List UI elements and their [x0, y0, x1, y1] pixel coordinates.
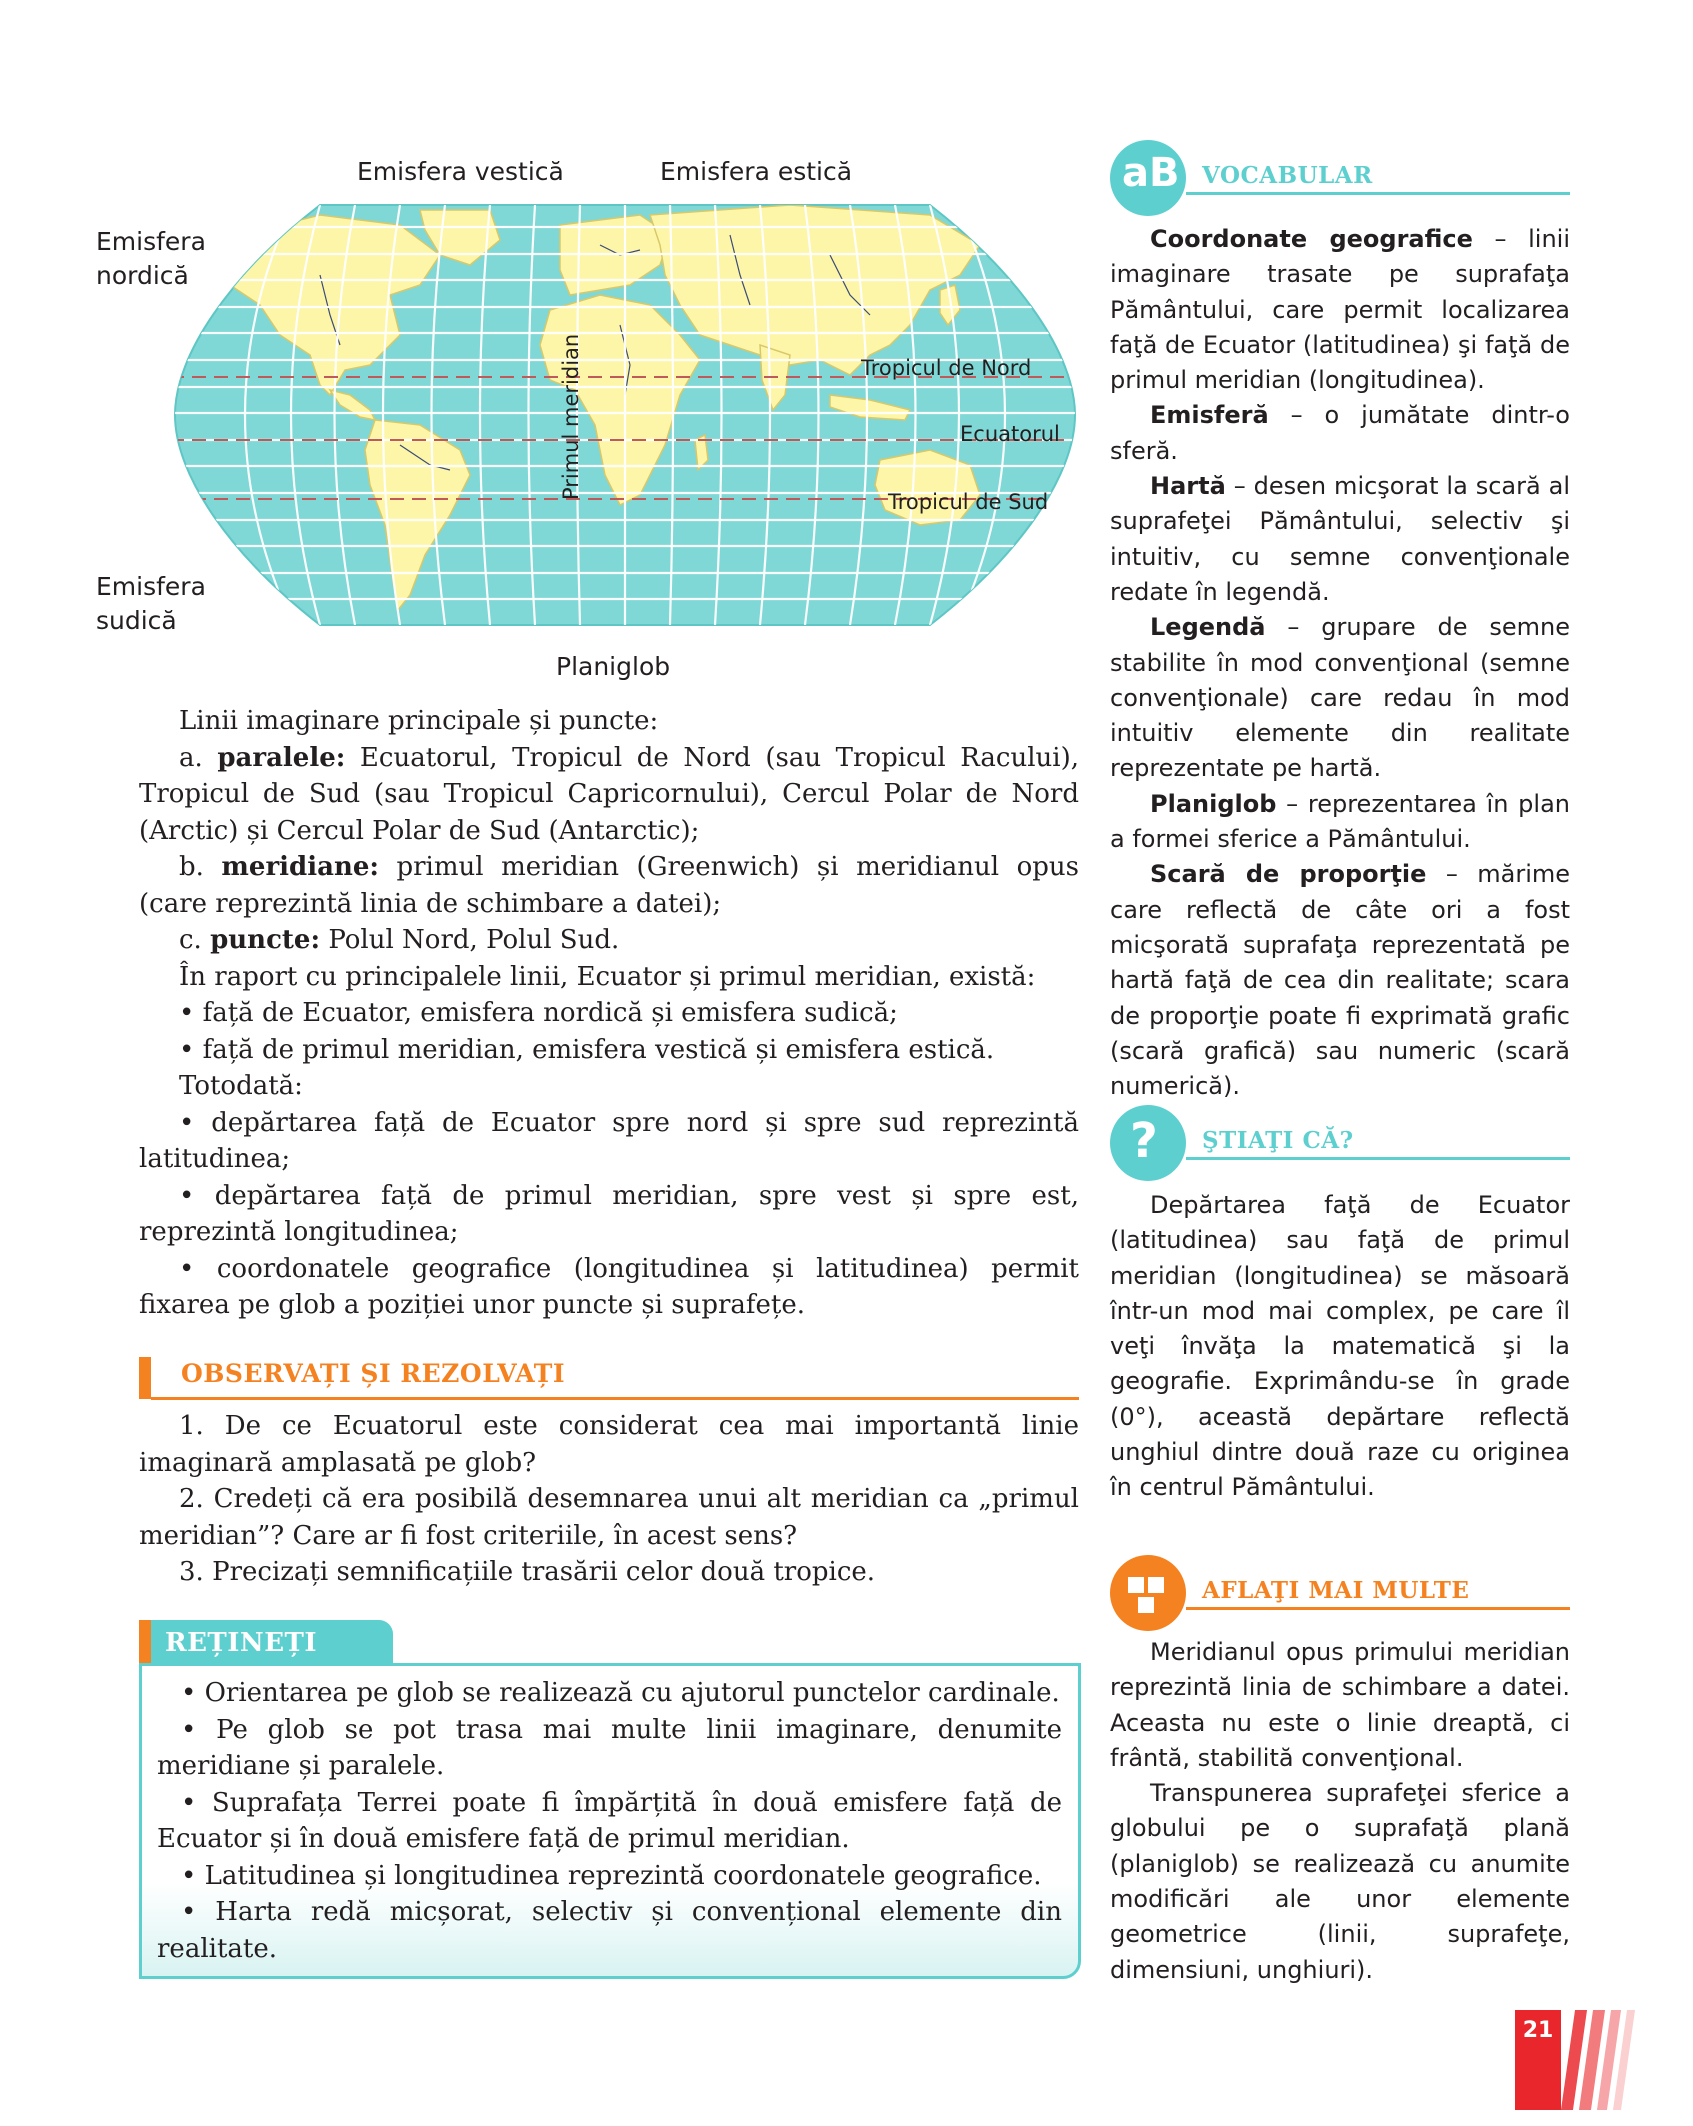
aflati-paragraph-2: Transpunerea suprafeţei sferice a globului pe o suprafaţă plană (planiglob) se realizează cu anumite modificări ale unor elemente geometrice (linii, suprafeţe, dimensiuni, unghiuri). — [1110, 1779, 1570, 1984]
vocab-term: Legendă — [1150, 613, 1266, 642]
vocab-entry — [1110, 398, 1570, 469]
vocab-def: – o jumătate dintr-o sferă. — [1110, 401, 1570, 465]
vocab-entry — [1110, 469, 1570, 610]
observati-title: OBSERVAȚI ȘI REZOLVAȚI — [181, 1359, 566, 1388]
item-b — [139, 849, 1079, 922]
item-b-text: primul meridian (Greenwich) și meridianul opus (care reprezintă linia de schimbare a datei); — [139, 852, 1079, 919]
vocabular-title: VOCABULAR — [1202, 162, 1373, 189]
retineti-text — [157, 1675, 1062, 1967]
intro-text: Linii imaginare principale și puncte: — [179, 706, 659, 736]
vocab-def: – mărime care reflectă de câte ori a fost micşorată suprafaţa reprezentată pe hartă faţă de cea din realitate; scara de proporţie poate fi exprimată grafic (scară grafică) sau numeric (scară numerică). — [1110, 860, 1570, 1101]
retineti-tab — [139, 1620, 393, 1665]
label-north-line2: nordică — [96, 261, 189, 290]
raport-text: În raport cu principalele linii, Ecuator și primul meridian, există: — [179, 961, 1036, 992]
item-b-prefix: b. — [179, 852, 222, 882]
vocab-term: Scară de proporţie — [1150, 860, 1427, 889]
vocab-term: Coordonate geografice — [1150, 225, 1473, 253]
retineti-item: • Pe glob se pot trasa mai multe linii imaginare, denumite meridiane și paralele. — [157, 1714, 1062, 1781]
question-1: 1. De ce Ecuatorul este considerat cea mai importantă linie imaginară amplasată pe glob? — [139, 1411, 1079, 1478]
totodata-text: Totodată: — [179, 1071, 303, 1101]
aflati-underline — [1186, 1607, 1570, 1610]
observati-bar — [139, 1357, 151, 1399]
vocab-def: – desen micşorat la scară al suprafeţei Pământului, selectiv şi intuitiv, cu semne convenţionale redate în legendă. — [1110, 472, 1570, 606]
bullet-2: • față de primul meridian, emisfera vestică și emisfera estică. — [179, 1034, 995, 1065]
question-icon-text: ? — [1130, 1113, 1158, 1169]
aflati-paragraph-1: Meridianul opus primului meridian reprezintă linia de schimbare a datei. Aceasta nu este o linie dreaptă, ci frântă, stabilită convenţional. — [1110, 1638, 1570, 1772]
vocab-term: Planiglob — [1150, 789, 1277, 818]
vocab-def: – linii imaginare trasate pe suprafaţa Pământului, care permit localizarea faţă de Ecuator (latitudinea) şi faţă de primul meridian (longitudinea). — [1110, 225, 1570, 395]
item-a-prefix: a. — [179, 742, 218, 773]
question-3: 3. Precizați semnificațiile trasării celor două tropice. — [179, 1557, 876, 1587]
aflati-text — [1110, 1635, 1570, 1988]
stiati-underline — [1186, 1157, 1570, 1160]
bullet-3: • depărtarea față de Ecuator spre nord și spre sud reprezintă latitudinea; — [139, 1107, 1079, 1174]
bullet-4: • depărtarea față de primul meridian, spre vest și spre est, reprezintă longitudinea; — [139, 1180, 1079, 1247]
tropic-south-label: Tropicul de Sud — [888, 490, 1049, 514]
prime-meridian-label: Primul meridian — [559, 333, 583, 500]
vocab-def: – reprezentarea în plan a formei sferice a Pământului. — [1110, 789, 1570, 854]
stiati-text — [1110, 1188, 1570, 1506]
page-decoration-stripes — [1568, 2010, 1638, 2110]
item-a-text: Ecuatorul, Tropicul de Nord (sau Tropicul Racului), Tropicul de Sud (sau Tropicul Capricornului), Cercul Polar de Nord (Arctic) și Cercul Polar de Sud (Antarctic); — [139, 742, 1079, 846]
vocab-entry — [1110, 222, 1570, 398]
question-mark-icon — [1110, 1105, 1186, 1181]
item-a — [139, 740, 1079, 850]
observati-questions — [139, 1408, 1079, 1591]
item-a-term: paralele: — [217, 742, 346, 773]
retineti-title: REȚINEȚI — [165, 1628, 318, 1658]
stiati-paragraph: Depărtarea faţă de Ecuator (latitudinea) sau faţă de primul meridian (longitudinea) se măsoară într-un mod mai complex, pe care îl veţi învăţa la matematică şi la geografie. Exprimându-se în grade (0°), această depărtare reflectă unghiul dintre două raze cu originea în centrul Pământului. — [1110, 1191, 1570, 1502]
vocabular-text — [1110, 222, 1570, 1104]
item-c-prefix: c. — [179, 925, 211, 955]
label-east-hemisphere: Emisfera estică — [660, 157, 853, 186]
vocab-def: – grupare de semne stabilite în mod convenţional (semne convenţionale) care redau în mod intuitiv elemente din realitate reprezentate pe hartă. — [1110, 613, 1570, 783]
observati-heading — [139, 1357, 1079, 1399]
item-b-term: meridiane: — [221, 852, 379, 882]
aflati-title: AFLAŢI MAI MULTE — [1202, 1577, 1470, 1604]
puzzle-square-3 — [1138, 1597, 1154, 1613]
main-text — [139, 703, 1079, 1324]
vocab-entry — [1110, 610, 1570, 786]
item-c — [139, 922, 1079, 959]
vocab-term: Hartă — [1150, 472, 1226, 501]
equator-label: Ecuatorul — [960, 422, 1060, 446]
bullet-1: • față de Ecuator, emisfera nordică și emisfera sudică; — [179, 998, 898, 1028]
retineti-item: • Suprafața Terrei poate fi împărțită în două emisfere față de Ecuator și în două emisfere față de primul meridian. — [157, 1787, 1062, 1854]
vocabular-heading — [1110, 140, 1570, 220]
puzzle-square-1 — [1128, 1577, 1144, 1593]
puzzle-square-2 — [1148, 1577, 1164, 1593]
label-north-line1: Emisfera — [96, 227, 206, 256]
puzzle-icon — [1110, 1555, 1186, 1631]
item-c-term: puncte: — [210, 925, 321, 955]
page-number: 21 — [1522, 2018, 1554, 2043]
stiati-title: ŞTIAŢI CĂ? — [1202, 1127, 1354, 1154]
vocab-entry — [1110, 787, 1570, 858]
vocabular-underline — [1186, 192, 1570, 195]
map-title: Planiglob — [556, 652, 671, 681]
vocab-entry — [1110, 857, 1570, 1104]
vocabulary-icon — [1110, 140, 1186, 216]
question-2: 2. Credeți că era posibilă desemnarea unui alt meridian ca „primul meridian”? Care ar fi fost criteriile, în acest sens? — [139, 1484, 1079, 1551]
retineti-item: • Latitudinea și longitudinea reprezintă coordonatele geografice. — [181, 1860, 1042, 1891]
aflati-heading — [1110, 1555, 1570, 1635]
retineti-tab-accent — [139, 1620, 151, 1665]
item-c-text: Polul Nord, Polul Sud. — [320, 925, 620, 955]
label-west-hemisphere: Emisfera vestică — [357, 157, 564, 186]
observati-underline — [151, 1397, 1079, 1400]
retineti-item: • Harta redă micșorat, selectiv și convențional elemente din realitate. — [157, 1897, 1062, 1964]
label-south-line2: sudică — [96, 606, 177, 635]
label-south-line1: Emisfera — [96, 572, 206, 601]
tropic-north-label: Tropicul de Nord — [861, 356, 1032, 380]
stiati-heading — [1110, 1105, 1570, 1185]
retineti-item: • Orientarea pe glob se realizează cu ajutorul punctelor cardinale. — [181, 1678, 1060, 1708]
vocab-term: Emisferă — [1150, 401, 1269, 430]
bullet-5: • coordonatele geografice (longitudinea și latitudinea) permit fixarea pe glob a poziției unor puncte și suprafețe. — [139, 1253, 1079, 1320]
world-map-planiglob — [170, 195, 1080, 635]
vocabulary-icon-text: aB — [1122, 150, 1180, 196]
